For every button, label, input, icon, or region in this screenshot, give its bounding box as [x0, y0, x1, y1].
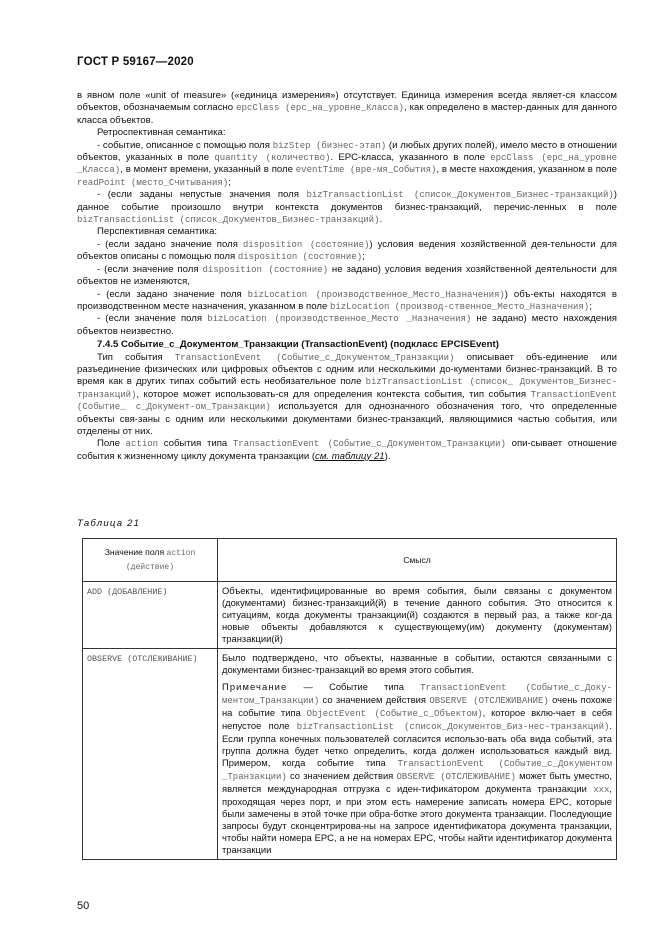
- text: , которое вклю-чает в себя непустое поле: [222, 707, 612, 731]
- column-header-meaning: Смысл: [218, 539, 617, 582]
- text: в явном поле «unit of measure» («единица измерения») отсутствует. Единица измерения всегда являет-ся классом объектов, обозначаемым согласно: [77, 90, 617, 114]
- text: , проходящая через порт, и при этом есть намерение записать номера EPC, которые были замечены в этой точке при обра-ботке этого документа транзакции. Последующие запросы будут сконцентрирова-ны на запросе идентификатора документа транзакции, чтобы найти номера EPC, а не на номерах EPC, чтобы найти идентификатор документа транзакции: [222, 783, 612, 855]
- paragraph: [77, 140, 617, 190]
- code-term: ADD (ДОБАВЛЕНИЕ): [87, 587, 168, 597]
- cell-value: [83, 582, 218, 649]
- paragraph: [77, 264, 617, 289]
- text: — Событие типа: [287, 681, 421, 692]
- text: Поле: [97, 438, 126, 450]
- paragraph: [77, 289, 617, 314]
- table-21: [82, 538, 617, 860]
- table-reference-link[interactable]: см. таблицу 21: [315, 450, 385, 462]
- text: Объекты, идентифицированные во время события, были связаны с документом (документами) бизнес-транзакций(й) в течение данного события. Это относится к ситуациям, когда документы транзакции(й) создаются в первый раз, а также ког-да новые объекты добавляются к существующему(им) документу (документам) транзакции(й): [222, 585, 612, 644]
- document-body: [77, 90, 617, 463]
- text: события типа: [158, 438, 233, 450]
- text: ) данное событие произошло внутри контекста документов бизнес-транзакций, перечис-ленных в поле: [77, 189, 617, 213]
- code-term: OBSERVE (ОТСЛЕЖИВАНИЕ): [396, 772, 516, 782]
- code-term: epcClass (epc_на_уровне_Класса): [236, 103, 404, 114]
- cell-value: [83, 649, 218, 860]
- code-term: bizTransactionList (список_Документов_Бизнес-транзакций): [77, 215, 380, 226]
- paragraph: [77, 189, 617, 226]
- code-term: bizStep (бизнес-этап): [272, 140, 387, 151]
- text: , в момент времени, указанный в поле: [120, 164, 296, 176]
- text: . EPC-класса, указанного в поле: [330, 152, 491, 164]
- cell-meaning: [218, 582, 617, 649]
- cell-meaning: [218, 649, 617, 860]
- paragraph: Ретроспективная семантика:: [97, 127, 226, 139]
- code-term: TransactionEvent (Событие_с_Документом_Транзакции): [174, 352, 455, 363]
- code-term: TransactionEvent (Событие_с_Документом_Транзакции): [232, 439, 506, 450]
- table-row: [83, 582, 617, 649]
- code-term: bizTransactionList (список_Документов_Бизнес-транзакций): [306, 190, 614, 201]
- paragraph: [77, 239, 617, 264]
- code-term: TransactionEvent (Событие_с_Доку-ментом_Транзакции): [222, 683, 612, 706]
- text: - (если заданы непустые значения поля: [97, 189, 307, 201]
- text: со значением действия: [286, 770, 397, 781]
- code-term: disposition (состояние): [237, 252, 363, 263]
- text: ;: [228, 176, 231, 188]
- text: ;: [589, 300, 592, 312]
- code-term: bizTransactionList (список_ Документов_Бизнес-транзакций): [77, 377, 617, 400]
- table-note: [222, 681, 612, 856]
- code-term: bizLocation (производ-ственное_Место_Назначения): [329, 301, 590, 312]
- text: может быть уместно, является международная отгрузка с иден-тификатором документа транзакции: [222, 770, 613, 794]
- code-term: bizTransactionList (список_Документов_Биз-нес-транзакций): [296, 722, 610, 732]
- section-heading: 7.4.5 Событие_с_Документом_Транзакции (TransactionEvent) (подкласс EPCISEvent): [97, 339, 499, 351]
- text: не задано) условия ведения хозяйственной деятельности для объектов не изменяются,: [77, 263, 617, 288]
- text: ).: [384, 450, 391, 462]
- text: . Если группа конечных пользователей согласится использо-вать оба вида событий, эта группа должна будет четко определить, когда должен использоваться каждый вид. Примером, когда событие типа: [222, 720, 612, 768]
- code-term: OBSERVE (ОТСЛЕЖИВАНИЕ): [429, 696, 549, 706]
- paragraph: Перспективная семантика:: [97, 226, 218, 238]
- text: ;: [362, 251, 365, 263]
- text: , которое может использовать-ся для определения контекста события, тип события: [136, 388, 531, 400]
- text: описывает объ-единение или разъединение физических или цифровых объектов с одним или несколькими до-кументами бизнес-транзакций. В то время как в других типах событий есть необязательное поле: [77, 351, 617, 388]
- paragraph: [77, 352, 617, 439]
- text: .: [379, 214, 383, 226]
- text: Тип события: [97, 351, 175, 363]
- text: со значением действия: [319, 694, 430, 705]
- text: - (если значение поля: [97, 313, 208, 325]
- text: Было подтверждено, что объекты, названные в событии, остаются связанными с документами бизнес-транзакций во время этого события.: [222, 652, 612, 675]
- text: , в месте нахождения, указанном в поле: [436, 164, 617, 176]
- text: ) условия ведения хозяйственной дея-тельности для объектов описаны с помощью поля: [77, 238, 617, 263]
- code-term: epcClass (epc_на_уровне _Класса): [77, 153, 618, 176]
- paragraph: [77, 313, 617, 338]
- code-term: TransactionEvent (Событие_с_Документом _Транзакции): [222, 759, 612, 782]
- paragraph: [77, 90, 617, 127]
- code-term: action (действие): [125, 549, 196, 572]
- text: не задано) место нахождения объектов неизвестно.: [77, 313, 617, 337]
- code-term: readPoint (место_Считывания): [77, 177, 229, 188]
- text: - (если задано значение поля: [97, 288, 248, 300]
- code-term: xxx: [593, 785, 610, 795]
- code-term: OBSERVE (ОТСЛЕЖИВАНИЕ): [87, 654, 198, 664]
- document-header: ГОСТ Р 59167—2020: [77, 56, 194, 68]
- column-header-value: [83, 539, 218, 582]
- code-term: disposition (состояние): [242, 239, 370, 250]
- paragraph: [77, 438, 617, 463]
- code-term: disposition (состояние): [202, 264, 328, 275]
- text: очень похоже на событие типа: [222, 694, 612, 718]
- code-term: action: [125, 439, 159, 450]
- text: используется для однозначного обозначения того, что определенные объекты свя-заны с одним или несколькими документами бизнес-транзакций, являющимися частью события, или отделены от них.: [77, 401, 618, 437]
- code-term: quantity (количество): [214, 153, 331, 164]
- code-term: bizLocation (производственное_Место _Назначения): [207, 314, 472, 325]
- code-term: ObjectEvent (Событие_с_Объектом): [306, 709, 483, 719]
- text: (и любых других полей), имело место в отношении объектов, указанных в поле: [77, 139, 617, 164]
- text: - (если задано значение поля: [97, 238, 243, 250]
- table-row: [83, 649, 617, 860]
- code-term: bizLocation (производственное_Место_Назначения): [247, 289, 505, 300]
- page-number: 50: [77, 900, 90, 912]
- text: Значение поля: [104, 547, 167, 557]
- text: , как определено в мастер-данных для данного класса объектов.: [77, 102, 617, 126]
- text: ) объ-екты находятся в производственном месте назначения, указанном в поле: [77, 288, 617, 312]
- text: - событие, описанное с помощью поля: [97, 139, 273, 151]
- text: опи-сывает отношение события к жизненному циклу документа транзакции (: [77, 438, 617, 462]
- text: - (если значение поля: [97, 263, 203, 275]
- table-header-row: [83, 539, 617, 582]
- note-label: Примечание: [222, 681, 288, 692]
- table-caption: Таблица 21: [77, 518, 141, 529]
- code-term: TransactionEvent (Событие_ с_Документ-ом_Транзакции): [77, 389, 617, 413]
- code-term: eventTime (вре-мя_События): [295, 165, 437, 176]
